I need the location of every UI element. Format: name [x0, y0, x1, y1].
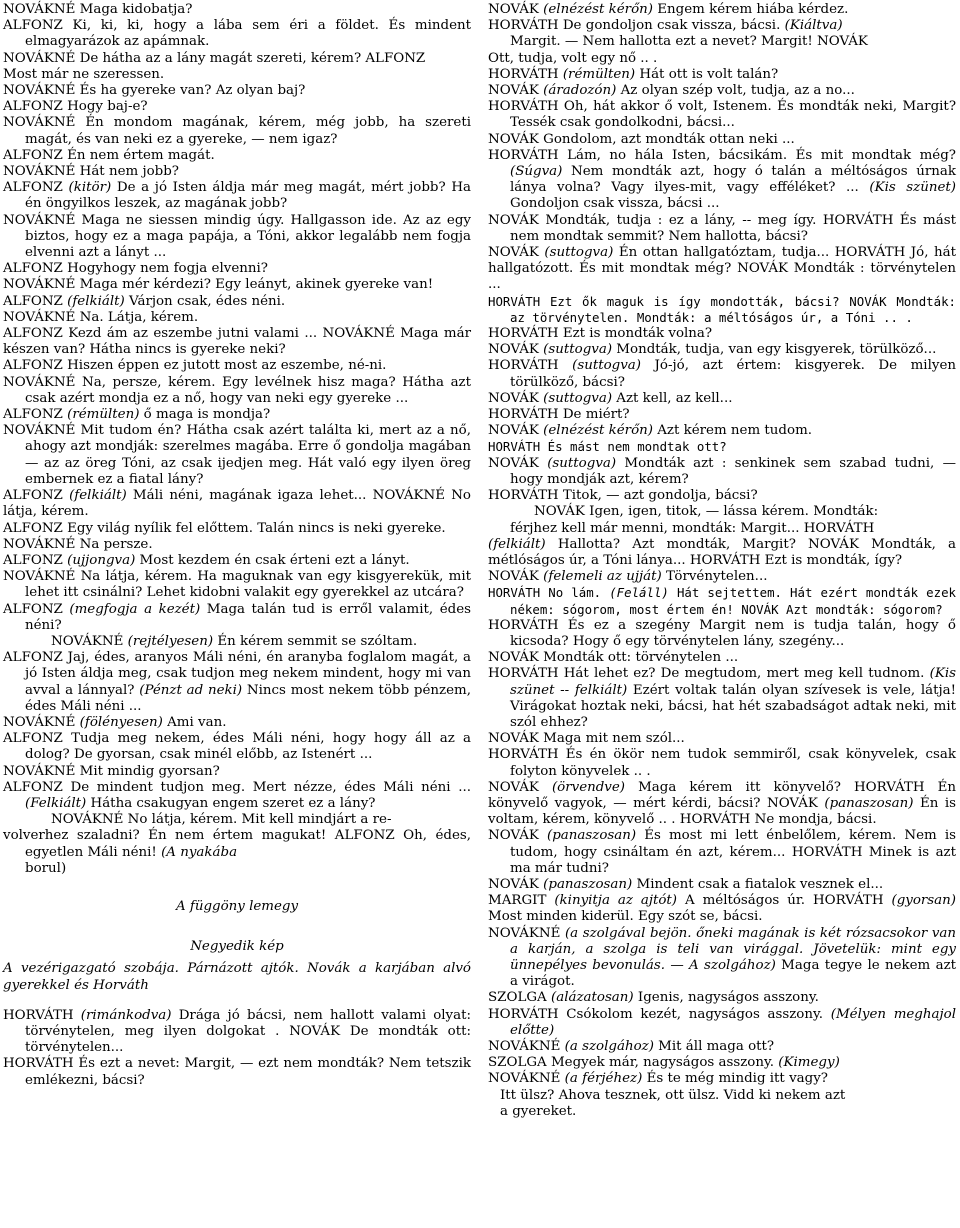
script-line: ALFONZ Egy világ nyílik fel előttem. Talán nincs is neki gyereke.	[3, 520, 446, 536]
script-line: férjhez kell már menni, mondták: Margit... HORVÁTH	[510, 520, 875, 536]
script-line: NOVÁK (panaszosan) És most mi lett énbelőlem, kérem. Nem is tudom, hogy csináltam én azt, kérem... HORVÁTH Minek is azt ma már tudni?	[488, 828, 956, 876]
script-line: ALFONZ Hogyhogy nem fogja elvenni?	[3, 261, 268, 277]
right-text-column	[488, 2, 956, 1120]
script-line: HORVÁTH (rémülten) Hát ott is volt talán?	[488, 66, 779, 82]
script-line: NOVÁK Igen, igen, titok, — lássa kérem. Mondták:	[534, 504, 879, 520]
script-line: NOVÁK Mondták ott: törvénytelen ...	[488, 650, 739, 666]
script-line: ALFONZ Tudja meg nekem, édes Máli néni, hogy hogy áll az a dolog? De gyorsan, csak minél előbb, az Istenért ...	[3, 731, 471, 763]
script-line: ALFONZ Én nem értem magát.	[3, 147, 215, 163]
script-line: HORVÁTH És ez a szegény Margit nem is tudja talán, hogy ő kicsoda? Hogy ő egy törvénytelen lány, szegény...	[488, 617, 956, 649]
script-line: NOVÁK Mondták, tudja : ez a lány, -- meg így. HORVÁTH És mást nem mondtak semmit? Nem hallotta, bácsi?	[488, 212, 956, 244]
script-line: NOVÁKNÉ Maga mér kérdezi? Egy leányt, akinek gyereke van!	[3, 277, 434, 293]
script-line: NOVÁK (suttogva) Én ottan hallgatóztam, tudja... HORVÁTH Jó, hát hallgatózott. És mit mondtak még? NOVÁK Mondták : törvénytelen ...	[488, 245, 956, 293]
script-line: HORVÁTH (suttogva) Jó-jó, azt értem: kisgyerek. De milyen törülköző, bácsi?	[488, 358, 956, 390]
script-line: ALFONZ De mindent tudjon meg. Mert nézze, édes Máli néni ... (Felkiált) Hátha csakugyan engem szeret ez a lány?	[3, 779, 471, 811]
script-line: ALFONZ (kitör) De a jó Isten áldja már meg magát, mért jobb? Ha én öngyilkos leszek, az magának jobb?	[3, 180, 471, 212]
script-line: ALFONZ (ujjongva) Most kezdem én csak érteni ezt a lányt.	[3, 552, 410, 568]
script-line: Most már ne szeressen.	[3, 66, 165, 82]
script-line: HORVÁTH (rimánkodva) Drága jó bácsi, nem hallott valami olyat: törvénytelen, meg ilyen dolgokat . NOVÁK De mondták ott: törvénytelen...	[3, 1007, 471, 1056]
script-line: NOVÁKNÉ Én mondom magának, kérem, még jobb, ha szereti magát, és van neki ez a gyereke, — nem igaz?	[3, 115, 471, 147]
script-line: NOVÁKNÉ És ha gyereke van? Az olyan baj?	[3, 83, 306, 99]
script-line: ALFONZ (megfogja a kezét) Maga talán tud is erről valamit, édes néni?	[3, 601, 472, 633]
script-line: NOVÁK (áradozón) Az olyan szép volt, tudja, az a no...	[488, 83, 855, 99]
script-line: HORVÁTH De miért?	[488, 407, 630, 423]
script-line: HORVÁTH Ezt ők maguk is így mondották, bácsi? NOVÁK Mondták: az törvénytelen. Mondták: a méltóságos úr, a Tóni .. .	[488, 293, 956, 325]
script-line: NOVÁKNÉ Na persze.	[3, 536, 153, 552]
script-line: NOVÁK Gondolom, azt mondták ottan neki ...	[488, 131, 795, 147]
script-line: NOVÁK (elnézést kérőn) Azt kérem nem tudom.	[488, 423, 813, 439]
script-line: HORVÁTH Lám, no hála Isten, bácsikám. És mit mondtak még? (Súgva) Nem mondták azt, hogy ó talán a méltóságos úrnak lánya volna? Vagy ilyes-mit, vagy efféléket? ... (Kis szünet) Gondoljon csak vissza, bácsi ...	[488, 147, 956, 212]
script-line: volverhez szaladni? Én nem értem magukat! ALFONZ Oh, édes, egyetlen Máli néni! (A nyakába	[3, 828, 471, 860]
script-line: NOVÁKNÉ (fölényesen) Ami van.	[3, 714, 227, 730]
script-line: Margit. — Nem hallotta ezt a nevet? Margit! NOVÁK	[510, 34, 868, 50]
script-line: HORVÁTH Csókolom kezét, nagyságos asszony. (Mélyen meghajol előtte)	[488, 1006, 956, 1038]
script-line: a gyereket.	[500, 1103, 577, 1119]
script-line: NOVÁKNÉ Hát nem jobb?	[3, 164, 179, 180]
script-line: NOVÁK (elnézést kérőn) Engem kérem hiába kérdez.	[488, 2, 849, 17]
left-text-column	[3, 2, 471, 1089]
script-line: NOVÁKNÉ Mit tudom én? Hátha csak azért találta ki, mert az a nő, ahogy azt mondják: szerelmes magába. Erre ő gondolja magában — az az öreg Tóni, az csak ijedjen meg. Hát való egy ilyen öreg embernek ez a fiatal lány?	[3, 423, 471, 487]
script-line: NOVÁKNÉ Na. Látja, kérem.	[3, 309, 199, 325]
script-line: HORVÁTH Oh, hát akkor ő volt, Istenem. És mondták neki, Margit? Tessék csak gondolkodni, bácsi...	[488, 99, 956, 131]
script-line: MARGIT (kinyitja az ajtót) A méltóságos úr. HORVÁTH (gyorsan) Most minden kiderül. Egy szót se, bácsi.	[488, 893, 956, 925]
script-line: HORVÁTH No lám. (Feláll) Hát sejtettem. Hát ezért mondták ezek nékem: sógorom, most értem én! NOVÁK Azt mondták: sógorom?	[488, 585, 956, 617]
script-line: NOVÁK (örvendve) Maga kérem itt könyvelő? HORVÁTH Én könyvelő vagyok, — mért kérdi, bácsi? NOVÁK (panaszosan) Én is voltam, kérem, könyvelő .. . HORVÁTH Ne mondja, bácsi.	[488, 779, 956, 828]
script-line: ALFONZ Jaj, édes, aranyos Máli néni, én aranyba foglalom magát, a jó Isten áldja meg, csak tudjon meg nekem mindent, hogy mi van avval a lánnyal? (Pénzt ad neki) Nincs most nekem több pénzem, édes Máli néni ...	[3, 650, 471, 714]
script-line: NOVÁK (suttogva) Mondták, tudja, van egy kisgyerek, törülköző...	[488, 342, 937, 358]
script-line: ALFONZ Kezd ám az eszembe jutni valami ... NOVÁKNÉ Maga már készen van? Hátha nincs is gyereke neki?	[3, 326, 471, 358]
script-line: borul)	[25, 860, 67, 876]
script-line: (felkiált) Hallotta? Azt mondták, Margit? NOVÁK Mondták, a métlóságos úr, a Tóni lánya... HORVÁTH Ezt is mondták, így?	[488, 536, 956, 568]
script-line: ALFONZ Hogy baj-e?	[3, 99, 148, 115]
script-line: NOVÁK Maga mit nem szól...	[488, 731, 685, 747]
script-line: NOVÁK (suttogva) Azt kell, az kell...	[488, 390, 733, 406]
script-line: NOVÁKNÉ (rejtélyesen) Én kérem semmit se szóltam.	[51, 633, 418, 649]
script-line: HORVÁTH És ezt a nevet: Margit, — ezt nem mondták? Nem tetszik emlékezni, bácsi?	[3, 1056, 471, 1088]
script-line: NOVÁKNÉ (a férjéhez) És te még mindig itt vagy?	[488, 1071, 828, 1087]
script-line: NOVÁK (panaszosan) Mindent csak a fiatalok vesznek el...	[488, 876, 884, 892]
script-line: ALFONZ (rémülten) ő maga is mondja?	[3, 407, 271, 423]
script-line: NOVÁKNÉ Maga kidobatja?	[3, 2, 193, 17]
script-line: HORVÁTH Ezt is mondták volna?	[488, 326, 713, 342]
script-line: NOVÁKNÉ No látja, kérem. Mit kell mindjárt a re-	[51, 812, 392, 828]
script-line: NOVÁKNÉ Na látja, kérem. Ha maguknak van egy kisgyerekük, mit lehet itt csinálni? Lehet kidobni valakit egy gyerekkel az utcára?	[3, 569, 471, 601]
script-line: HORVÁTH És én ökör nem tudok semmiről, csak könyvelek, csak folyton könyvelek .. .	[488, 747, 956, 779]
script-line: HORVÁTH Titok, — azt gondolja, bácsi?	[488, 488, 758, 504]
script-line: NOVÁKNÉ De hátha az a lány magát szereti, kérem? ALFONZ	[3, 50, 426, 66]
script-line: SZOLGA (alázatosan) Igenis, nagyságos asszony.	[488, 990, 819, 1006]
script-line: HORVÁTH De gondoljon csak vissza, bácsi. (Kiáltva)	[488, 18, 843, 34]
script-line: ALFONZ Ki, ki, ki, hogy a lába sem éri a földet. És mindent elmagyarázok az apámnak.	[3, 18, 471, 50]
script-line: Ott, tudja, volt egy nő .. .	[488, 50, 658, 66]
script-line: NOVÁK (felemeli az ujját) Törvénytelen...	[488, 569, 768, 585]
script-line: ALFONZ (felkiált) Várjon csak, édes néni.	[3, 293, 286, 309]
script-line: ALFONZ (felkiált) Máli néni, magának igaza lehet... NOVÁKNÉ No látja, kérem.	[3, 488, 471, 520]
scene-description: A vezérigazgató szobája. Párnázott ajtók. Novák a karjában alvó gyerekkel és Horváth	[3, 961, 471, 993]
script-line: HORVÁTH Hát lehet ez? De megtudom, mert meg kell tudnom. (Kis szünet -- felkiált) Ezért voltak talán olyan szívesek is vele, látja! Virágokat hoztak neki, bácsi, hat hét szabadságot adtak neki, mit szól ehhez?	[488, 666, 956, 730]
script-line: NOVÁK (suttogva) Mondták azt : senkinek sem szabad tudni, — hogy mondják azt, kérem?	[488, 455, 956, 487]
script-line: SZOLGA Megyek már, nagyságos asszony. (Kimegy)	[488, 1055, 840, 1071]
script-line: Itt ülsz? Ahova tesznek, ott ülsz. Vidd ki nekem azt	[500, 1087, 846, 1103]
scene-heading: Negyedik kép	[190, 939, 284, 955]
script-line: NOVÁKNÉ Maga ne siessen mindig úgy. Hallgasson ide. Az az egy biztos, hogy ez a maga papája, a Tóni, akkor legalább nem fogja elvenni azt a lányt ...	[3, 212, 471, 261]
script-line: NOVÁKNÉ Na, persze, kérem. Egy levélnek hisz maga? Hátha azt csak azért mondja ez a nő, hogy van neki egy gyereke ...	[3, 374, 471, 406]
script-line: ALFONZ Hiszen éppen ez jutott most az eszembe, né-ni.	[3, 358, 387, 374]
script-line: NOVÁKNÉ (a szolgával bejön. őneki magának is két rózsacsokor van a karján, a szolga is teli van virággal. Jövetelük: mint egy ünnepélyes bevonulás. — A szolgához) Maga tegye le nekem azt a virágot.	[488, 925, 956, 990]
curtain-note: A függöny lemegy	[175, 898, 299, 914]
script-line: NOVÁKNÉ Mit mindig gyorsan?	[3, 763, 220, 779]
script-line: HORVÁTH És mást nem mondtak ott?	[488, 439, 727, 455]
script-line: NOVÁKNÉ (a szolgához) Mit áll maga ott?	[488, 1039, 775, 1054]
